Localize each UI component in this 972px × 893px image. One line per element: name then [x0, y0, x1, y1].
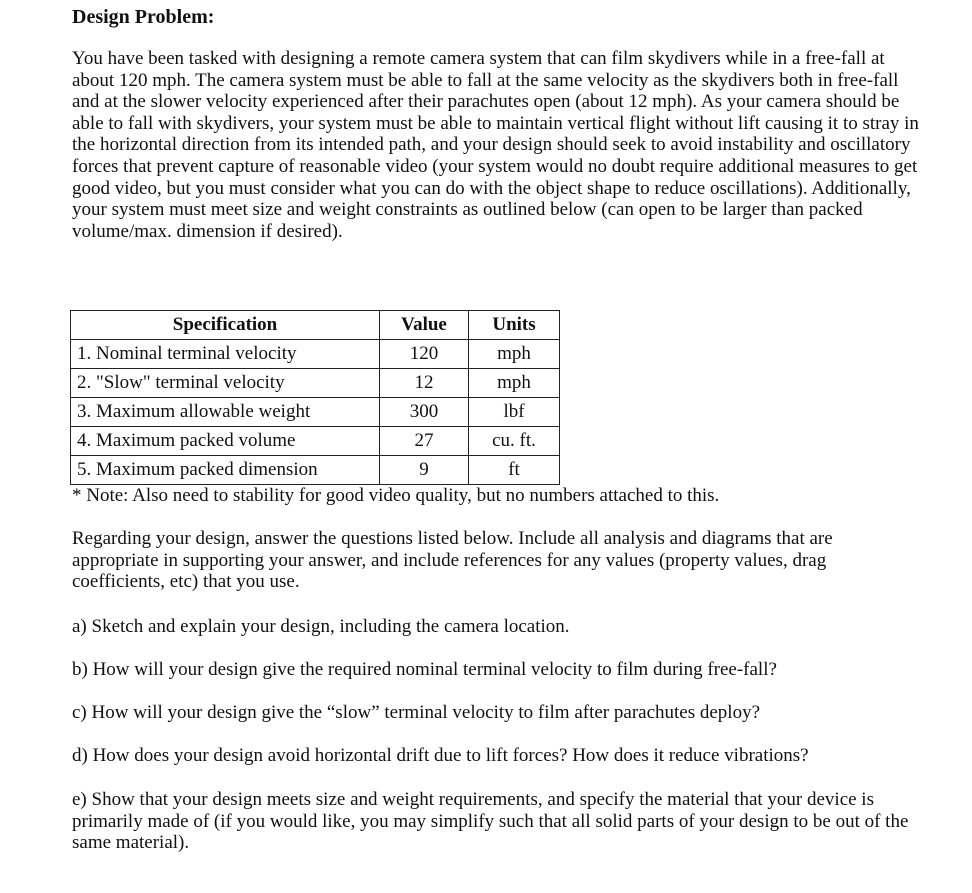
question-d: d) How does your design avoid horizontal drift due to lift forces? How does it reduce vibrations?	[72, 745, 809, 766]
table-header-row	[71, 311, 560, 340]
specification-table	[70, 310, 560, 485]
instructions-paragraph: Regarding your design, answer the questions listed below. Include all analysis and diagrams that are appropriate in supporting your answer, and include references for any values (property values, drag coefficients, etc) that you use.	[72, 528, 833, 593]
row-spec: 4. Maximum packed volume	[71, 427, 380, 456]
header-specification: Specification	[71, 311, 380, 340]
table-row	[71, 427, 560, 456]
row-spec: 3. Maximum allowable weight	[71, 398, 380, 427]
table-note: * Note: Also need to stability for good video quality, but no numbers attached to this.	[72, 485, 720, 506]
row-spec: 1. Nominal terminal velocity	[71, 340, 380, 369]
question-e: e) Show that your design meets size and weight requirements, and specify the material that your device is primarily made of (if you would like, you may simplify such that all solid parts of your design to be out of the same material).	[72, 789, 909, 854]
row-value: 120	[380, 340, 469, 369]
row-value: 12	[380, 369, 469, 398]
row-units: cu. ft.	[469, 427, 560, 456]
table-row	[71, 369, 560, 398]
question-a: a) Sketch and explain your design, including the camera location.	[72, 616, 570, 637]
row-value: 27	[380, 427, 469, 456]
table-row	[71, 340, 560, 369]
row-units: lbf	[469, 398, 560, 427]
table-row	[71, 456, 560, 485]
table-row	[71, 398, 560, 427]
intro-paragraph: You have been tasked with designing a remote camera system that can film skydivers while in a free-fall at about 120 mph. The camera system must be able to fall at the same velocity as the skydivers both in free-fall and at the slower velocity experienced after their parachutes open (about 12 mph). As your camera should be able to fall with skydivers, your system must be able to maintain vertical flight without lift causing it to stray in the horizontal direction from its intended path, and your design should seek to avoid instability and oscillatory forces that prevent capture of reasonable video (your system would no doubt require additional measures to get good video, but you must consider what you can do with the object shape to reduce oscillations). Additionally, your system must meet size and weight constraints as outlined below (can open to be larger than packed volume/max. dimension if desired).	[72, 48, 919, 242]
header-units: Units	[469, 311, 560, 340]
question-b: b) How will your design give the required nominal terminal velocity to film during free-fall?	[72, 659, 777, 680]
row-value: 9	[380, 456, 469, 485]
header-value: Value	[380, 311, 469, 340]
row-units: ft	[469, 456, 560, 485]
row-spec: 5. Maximum packed dimension	[71, 456, 380, 485]
row-units: mph	[469, 340, 560, 369]
question-c: c) How will your design give the “slow” terminal velocity to film after parachutes deploy?	[72, 702, 761, 723]
row-value: 300	[380, 398, 469, 427]
row-units: mph	[469, 369, 560, 398]
page-title: Design Problem:	[72, 6, 215, 28]
row-spec: 2. "Slow" terminal velocity	[71, 369, 380, 398]
